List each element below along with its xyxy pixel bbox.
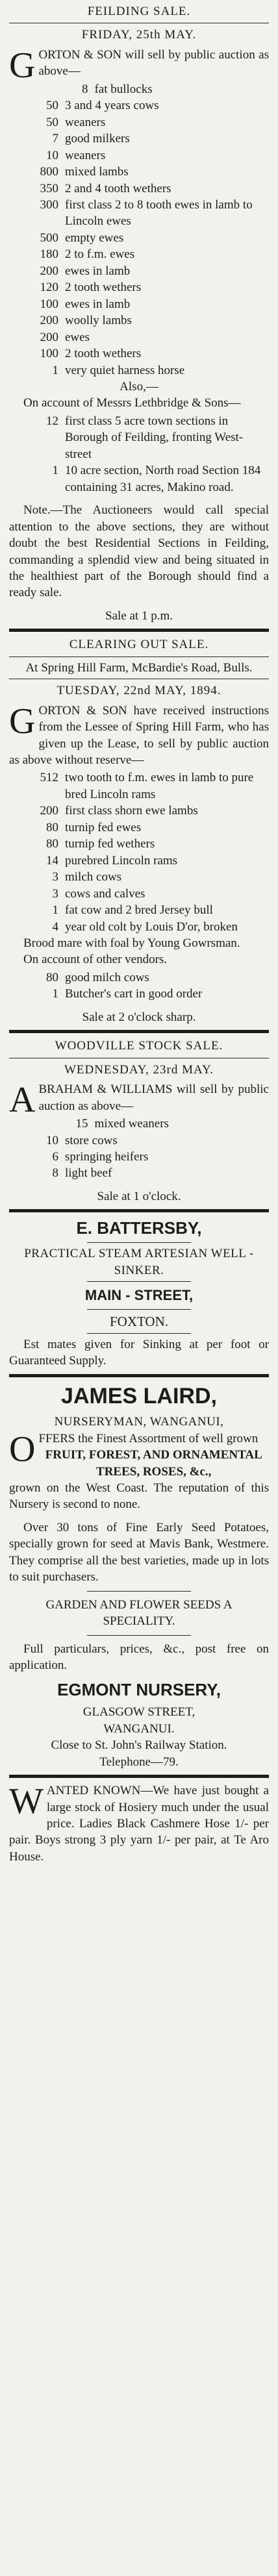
list-item: 200 ewes in lamb xyxy=(40,264,131,278)
list-item: 8 light beef xyxy=(52,1166,112,1181)
feilding-sale-ad xyxy=(9,3,269,624)
account-line: On account of Messrs Lethbridge & Sons— xyxy=(23,396,241,410)
list-item: 300 first class 2 to 8 tooth ewes in lamb to Lincoln ewes xyxy=(40,197,253,229)
wanted-ad xyxy=(9,1782,269,1865)
woodville-sale-ad xyxy=(9,1038,269,1205)
woodville-stock-list xyxy=(9,1116,269,1182)
clearing-title: CLEARING OUT SALE. xyxy=(69,638,209,652)
list-item: 350 2 and 4 tooth wethers xyxy=(40,181,171,195)
list-item: 1 10 acre section, North road Section 184 containing 31 acres, Makino road. xyxy=(52,464,261,494)
drop-cap: W xyxy=(9,1781,44,1822)
list-item: 200 first class shorn ewe lambs xyxy=(40,804,198,818)
sections-list xyxy=(9,413,269,495)
battersby-street: MAIN - STREET, xyxy=(84,1287,194,1304)
list-item: 100 2 tooth wethers xyxy=(40,347,142,361)
list-item: 1 very quiet harness horse xyxy=(52,363,185,377)
divider xyxy=(87,1591,191,1592)
list-item: 6 springing heifers xyxy=(52,1150,149,1164)
list-item: 3 cows and calves xyxy=(52,886,145,901)
battersby-ad xyxy=(9,1217,269,1369)
list-item: 7 good milkers xyxy=(52,132,130,146)
list-item: 8 fat bullocks xyxy=(81,82,153,96)
clearing-stock-list xyxy=(9,769,269,935)
drop-cap: G xyxy=(9,701,36,742)
newspaper-column xyxy=(9,3,269,2576)
laird-town: WANGANUI. xyxy=(103,1721,175,1736)
clearing-sale-time: Sale at 2 o'clock sharp. xyxy=(82,1010,196,1024)
drop-cap: A xyxy=(9,1080,36,1121)
laird-particulars: Full particulars, prices, &c., post free on application. xyxy=(9,1642,269,1673)
list-item: 1 Butcher's cart in good order xyxy=(52,987,203,1001)
clearing-location: At Spring Hill Farm, McBardie's Road, Bulls. xyxy=(25,660,253,675)
laird-seeds: GARDEN AND FLOWER SEEDS A SPECIALITY. xyxy=(45,1597,233,1629)
feilding-note: Note.—The Auctioneers would call special attention to the above sections, they are without doubt the best Residential Sections in Feilding, commanding a splendid view and being situated in the healthiest part of the Borough should find a ready sale. xyxy=(9,503,269,600)
laird-trees: FRUIT, FOREST, AND ORNAMENTAL TREES, ROSES, &c., xyxy=(45,1448,262,1479)
divider xyxy=(87,1242,191,1243)
list-item: 12 first class 5 acre town sections in Borough of Feilding, fronting West-street xyxy=(46,414,244,461)
list-item: 14 purebred Lincoln rams xyxy=(46,853,178,868)
list-item: 80 good milch cows xyxy=(46,970,149,984)
laird-phone: Telephone—79. xyxy=(99,1755,179,1769)
woodville-title: WOODVILLE STOCK SALE. xyxy=(55,1039,223,1053)
list-item: 1 fat cow and 2 bred Jersey bull xyxy=(52,903,213,918)
list-item: 500 empty ewes xyxy=(40,231,124,245)
list-item: 4 year old colt by Louis D'or, broken xyxy=(52,919,238,934)
clearing-intro: ORTON & SON have received instructions from the Lessee of Spring Hill Farm, who has given up the Lease, to sell by public auction as above without reserve— xyxy=(9,703,269,768)
laird-potatoes: Over 30 tons of Fine Early Seed Potatoes, specially grown for seed at Mavis Bank, Westmere. They comprise all the best varieties, made up in lots to suit purchasers. xyxy=(9,1520,269,1584)
drop-cap: G xyxy=(9,45,36,86)
other-vendors-line: On account of other vendors. xyxy=(23,953,168,967)
list-item: 50 3 and 4 years cows xyxy=(46,99,159,113)
battersby-text: Est mates given for Sinking at per foot or Guaranteed Supply. xyxy=(9,1337,269,1368)
feilding-title: FEILDING SALE. xyxy=(87,5,191,18)
brood-mare-line: Brood mare with foal by Young Gowrsman. xyxy=(23,936,240,951)
laird-intro: FFERS the Finest Assortment of well grown xyxy=(38,1431,259,1445)
list-item: 200 woolly lambs xyxy=(40,314,132,328)
battersby-name: E. BATTERSBY, xyxy=(76,1218,202,1238)
feilding-intro: ORTON & SON will sell by public auction as above— xyxy=(38,47,269,79)
divider xyxy=(87,1333,191,1334)
list-item: 100 ewes in lamb xyxy=(40,297,131,311)
divider xyxy=(9,1775,269,1778)
list-item: 80 turnip fed ewes xyxy=(46,820,142,834)
laird-street: GLASGOW STREET, xyxy=(82,1705,196,1719)
feilding-date: FRIDAY, 25th MAY. xyxy=(81,28,197,42)
clearing-date: TUESDAY, 22nd MAY, 1894. xyxy=(57,684,221,698)
list-item: 200 ewes xyxy=(40,330,90,344)
list-item: 3 milch cows xyxy=(52,870,122,884)
list-item: 80 turnip fed wethers xyxy=(46,837,155,851)
list-item: 180 2 to f.m. ewes xyxy=(40,247,135,262)
also-line: Also,— xyxy=(120,379,158,394)
divider xyxy=(9,1209,269,1212)
divider xyxy=(9,1374,269,1377)
list-item: 50 weaners xyxy=(46,115,106,129)
woodville-date: WEDNESDAY, 23rd MAY. xyxy=(64,1062,214,1077)
battersby-trade: PRACTICAL STEAM ARTESIAN WELL - SINKER. xyxy=(24,1247,254,1277)
divider xyxy=(9,629,269,632)
divider xyxy=(87,1635,191,1636)
divider xyxy=(87,1309,191,1310)
drop-cap: O xyxy=(9,1429,36,1469)
laird-name: JAMES LAIRD, xyxy=(61,1383,217,1408)
laird-subtitle: NURSERYMAN, WANGANUI, xyxy=(54,1415,224,1429)
list-item: 120 2 tooth wethers xyxy=(40,281,142,295)
clearing-sale-ad xyxy=(9,636,269,1025)
laird-reputation: grown on the West Coast. The reputation of this Nursery is second to none. xyxy=(9,1481,269,1512)
clearing-vendor-list xyxy=(9,969,269,1003)
battersby-town: FOXTON. xyxy=(109,1313,169,1329)
divider xyxy=(87,1281,191,1282)
laird-near: Close to St. John's Railway Station. xyxy=(51,1738,227,1753)
list-item: 512 two tooth to f.m. ewes in lamb to pure bred Lincoln rams xyxy=(40,771,254,801)
laird-ad xyxy=(9,1382,269,1771)
list-item: 10 store cows xyxy=(46,1133,118,1147)
laird-nursery: EGMONT NURSERY, xyxy=(57,1680,221,1700)
woodville-intro: BRAHAM & WILLIAMS will sell by public auction as above— xyxy=(38,1082,269,1113)
feilding-stock-list xyxy=(9,81,269,379)
feilding-sale-time: Sale at 1 p.m. xyxy=(105,608,173,623)
woodville-sale-time: Sale at 1 o'clock. xyxy=(97,1189,181,1203)
list-item: 800 mixed lambs xyxy=(40,165,129,179)
list-item: 15 mixed weaners xyxy=(75,1117,169,1131)
wanted-text: ANTED KNOWN—We have just bought a large stock of Hosiery much under the usual price. Ladies Black Cashmere Hose 1/- per pair. Boys strong 3 ply yarn 1/- per pair, at Te Aro House. xyxy=(9,1784,269,1864)
divider xyxy=(9,1030,269,1033)
list-item: 10 weaners xyxy=(46,148,106,162)
